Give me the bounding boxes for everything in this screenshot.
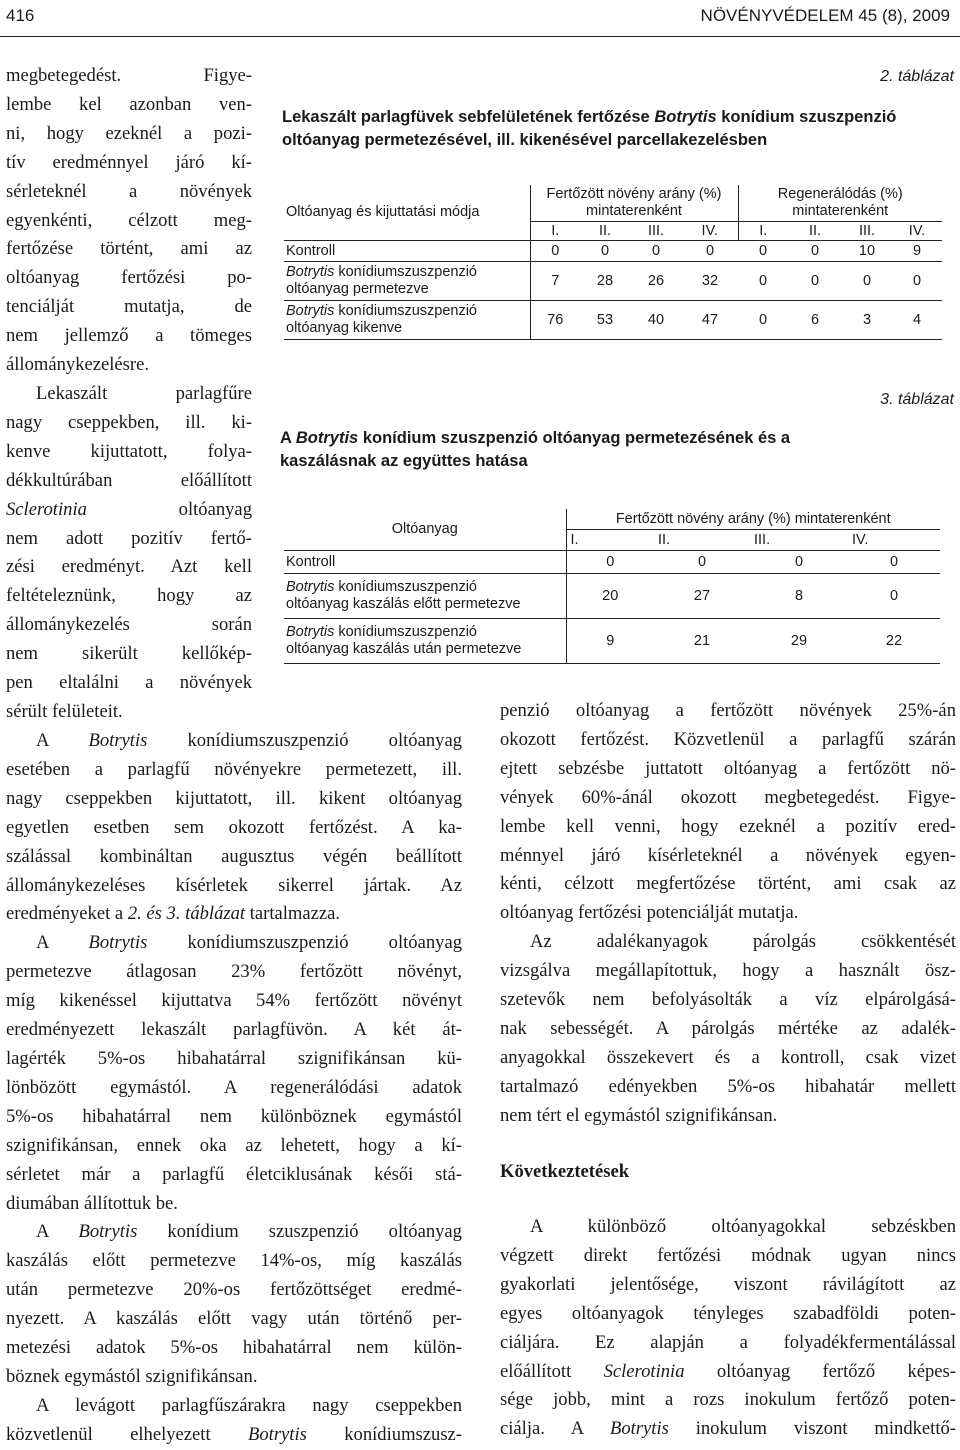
header-rule [0,36,960,37]
text-line: vények 60%-ánál okozott megbetegedést. Figye- [500,786,956,808]
table3-cell: 27 [654,574,750,619]
text-line: nagy cseppekben, ill. ki- [6,411,252,433]
text-line: egyes oltóanyagok tényleges szabadföldi poten- [500,1302,956,1324]
table3-cell: 0 [889,553,899,570]
text-line: ménnyel járó kísérleteknél a növények egyen- [500,844,956,866]
table2-cell: 28 [580,262,630,301]
text-line: egyenkénti, célzott meg- [6,209,252,231]
text-line: A különböző oltóanyagokkal sebzéskben [530,1216,956,1237]
table2-row-label: Botrytis konídiumszuszpenzió [286,303,478,319]
table2-row [284,301,942,340]
text-line: sérleteknél a növények [6,180,252,202]
text-line: zési eredményt. Azt kell [6,556,252,578]
text-line: tartalmazó edényekben 5%-os hibahatár mellett [500,1075,956,1097]
table3-group: Fertőzött növény arány (%) mintaterenként [566,509,940,530]
table3-cell: 9 [566,619,654,664]
text-line: ciáljára. Ez alapján a folyadékfermentálással [500,1331,956,1353]
table2-cell: 0 [892,262,942,301]
text-line: szignifikánsan, ennek oka az lehetett, hogy a kí- [6,1134,462,1156]
text-line: lembe kell venni, hogy ezeknél a pozitív ered- [500,815,956,837]
table2-row-label: Botrytis konídiumszuszpenzió [286,264,478,280]
table3-subcol: III. [750,530,848,551]
table3-cell: 20 [566,574,654,619]
text-line: oltóanyag fertőzési po- [6,267,252,289]
text-line: nyezett. A kaszálás előtt vagy után történő per- [6,1308,462,1330]
table3 [284,509,940,664]
table2-subcol: I. [530,222,580,241]
text-line: kenve kijuttatott, folya- [6,440,252,462]
table3-row [284,619,940,664]
table2-cell: 9 [912,242,922,259]
table2-subcol: II. [580,222,630,241]
text-line: szálással kombináltan augusztus végén beállított [6,845,462,867]
text-line: gyakorlati jelentősége, viszont rávilágított az [500,1273,956,1295]
table3-row-label: Botrytis konídiumszuszpenzió [286,579,478,595]
text-line: A Botrytis konídiumszuszpenzió oltóanyag [36,932,462,954]
text-line: eredményeket a 2. és 3. táblázat tartalmazza. [6,903,341,925]
text-line: sérült felületeit. [6,700,123,722]
text-line: előállított Sclerotinia oltóanyag fertőző képes- [500,1360,956,1382]
text-line: metezési adatok 5%-os hibahatárral nem külön- [6,1337,462,1359]
text-line: Sclerotinia oltóanyag [6,498,252,520]
text-line: lembe kel azonban ven- [6,93,252,115]
table2-subcol: I. [738,222,788,241]
table2-cell: 7 [530,262,580,301]
text-line: megbetegedést. Figye- [6,65,252,86]
table2-cell: 4 [892,301,942,340]
right-column-top [500,697,956,1131]
text-line: feltételeznünk, hogy az [6,585,252,607]
text-line: sége jobb, mint a rozs inokulum fertőző poten- [500,1389,956,1411]
table2-row-label: oltóanyag kikenve [286,320,403,336]
text-line: lönbözött egymástól. A regenerálódási adatok [6,1076,462,1098]
table2-cell: 0 [842,262,892,301]
table3-cell: 8 [750,574,848,619]
text-line: állománykezeléses kísérletek sikerrel jártak. Az [6,874,462,896]
table2-caption: Lekaszált parlagfüvek sebfelületének fertőzése Botrytis konídium szuszpenzió oltóanyag permetezésével, ill. kikenésével parcellakezelésben [282,108,897,149]
journal-title: NÖVÉNYVÉDELEM 45 (8), 2009 [700,6,950,25]
text-line: diumában állítottuk be. [6,1192,178,1214]
left-column [6,727,462,1450]
table3-cell: 0 [848,574,940,619]
table2-row [284,262,942,301]
text-line: nem adott pozitív fertő- [6,527,252,549]
text-line: A Botrytis konídiumszuszpenzió oltóanyag [36,730,462,751]
text-line: sérletet már a parlagfű életciklusának késői stá- [6,1163,462,1185]
text-line: egyetlen esetben sem okozott fertőzést. A ka- [6,816,462,838]
table2-group1: Fertőzött növény arány (%) mintaterenként [530,185,738,222]
table2-cell: 0 [738,301,788,340]
table2-cell: 6 [788,301,842,340]
table2-cell: 53 [580,301,630,340]
table2-subcol: II. [788,222,842,241]
table2-cell: 32 [682,262,738,301]
table2-subcol: IV. [892,222,942,241]
table3-row [284,574,940,619]
table3-row-label: oltóanyag kaszálás előtt permetezve [286,596,521,612]
table2-row-label: oltóanyag permetezve [286,281,429,297]
table2-subcol: III. [842,222,892,241]
left-narrow-column [6,62,252,727]
text-line: eredményezett lekaszált parlagfüvön. A két át- [6,1019,462,1041]
table3-cell: 0 [794,553,804,570]
text-line: ni, hogy ezeknél a pozi- [6,122,252,144]
text-line: permetezve átlagosan 23% fertőzött növényt, [6,961,462,983]
text-line: végzett direkt fertőzési módnak ugyan nincs [500,1244,956,1266]
table2-cell: 0 [705,242,715,259]
text-line: ejtett sebzésbe juttatott oltóanyag a fertőzött nö- [500,757,956,779]
table3-cell: 0 [606,553,615,570]
table3-cell: 22 [848,619,940,664]
table2-cell: 3 [842,301,892,340]
table2-cell: 0 [810,242,820,259]
text-line: anyagokkal összekevert és a kontroll, csak vizet [500,1046,956,1068]
table2-row-label: Kontroll [286,242,336,259]
table2-cell: 47 [682,301,738,340]
table3-subcol: I. [566,530,654,551]
table3-subcol: IV. [848,530,940,551]
table2-cell: 0 [651,242,661,259]
table3-row [284,551,940,574]
table2-cell: 10 [858,242,876,259]
text-line: tenciálját mutatja, de [6,296,252,318]
text-line: penzió oltóanyag a fertőzött növények 25%-án [500,700,956,721]
text-line: 5%-os hibahatárral nem különböznek egymástól [6,1105,462,1127]
table2-cell: 0 [738,262,788,301]
table3-subcol: II. [654,530,750,551]
text-line: nem tért el egymástól szignifikánsan. [500,1104,778,1126]
text-line: nak sebességét. A párolgás mértéke az adalék- [500,1017,956,1039]
text-line: A Botrytis konídium szuszpenzió oltóanyag [36,1221,462,1243]
text-line: nem jellemző a tömeges [6,325,252,347]
text-line: esetében a parlagfű növényekre permetezett, ill. [6,758,462,780]
text-line: ciálja. A Botrytis inokulum viszont mindkettő- [500,1418,957,1440]
text-line: míg kikenéssel kijuttatva 54% fertőzött növényt [6,990,462,1012]
table2-row-header: Oltóanyag és kijuttatási módja [284,185,530,241]
text-line: vizsgálva megállapítottuk, hogy a használt ösz- [500,960,956,982]
table3-row-label: Kontroll [286,553,336,570]
table3-row-label: oltóanyag kaszálás után permetezve [286,641,522,657]
table3-row-header: Oltóanyag [284,509,566,551]
table3-caption: A Botrytis konídium szuszpenzió oltóanyag permetezésének és a kaszálásnak az együttes hatása [280,429,791,470]
text-line: oltóanyag fertőzési potenciálját mutatja. [500,902,799,924]
section-heading: Következtetések [500,1161,630,1182]
text-line: állománykezelésre. [6,354,149,376]
text-line: okozott fertőzést. Közvetlenül a parlagfű szárán [500,728,956,750]
text-line: nagy cseppekben kijuttatott, ill. kikent oltóanyag [6,787,462,809]
table2-row [284,241,942,262]
text-line: tív eredménnyel járó kí- [6,151,252,173]
right-column-bottom [500,1213,956,1444]
table2 [284,185,942,340]
text-line: szetevők nem befolyásolták a víz elpárolgásá- [500,989,956,1011]
table2-cell: 40 [630,301,682,340]
table2-cell: 76 [530,301,580,340]
text-line: kaszálás előtt permetezve 14%-os, míg kaszálás [6,1250,462,1272]
text-line: fertőzése történt, ami az [6,238,252,260]
text-line: után permetezve 20%-os fertőzöttséget eredmé- [6,1279,462,1301]
table3-label: 3. táblázat [880,391,954,408]
table2-cell: 0 [600,242,610,259]
text-line: közvetlenül elhelyezett Botrytis konídiumszusz- [6,1423,462,1445]
text-line: Az adalékanyagok párolgás csökkentését [530,931,956,953]
table2-label: 2. táblázat [880,68,954,85]
text-line: nem sikerült kellőkép- [6,643,252,665]
table2-cell: 0 [551,242,560,259]
table3-cell: 29 [750,619,848,664]
text-line: lagérték 5%-os hibahatárral szignifikánsan kü- [6,1047,462,1069]
running-header [0,6,960,30]
table2-cell: 0 [758,242,768,259]
text-line: böznek egymástól szignifikánsan. [6,1365,258,1387]
text-line: állománykezelés során [6,614,252,636]
table3-row-label: Botrytis konídiumszuszpenzió [286,624,478,640]
table3-cell: 21 [654,619,750,664]
table2-cell: 0 [788,262,842,301]
text-line: A levágott parlagfűszárakra nagy cseppekben [36,1394,462,1416]
page-number: 416 [6,6,35,25]
table2-subcol: III. [630,222,682,241]
table2-subcol: IV. [682,222,738,241]
text-line: kénti, célzott megfertőzése történt, ami csak az [500,873,956,895]
table2-cell: 26 [630,262,682,301]
text-line: pen eltalálni a növények [6,672,252,694]
table2-group2: Regenerálódás (%) mintaterenként [777,186,903,219]
text-line: Lekaszált parlagfűre [36,382,252,404]
text-line: dékkultúrában előállított [6,469,252,491]
table3-cell: 0 [697,553,707,570]
